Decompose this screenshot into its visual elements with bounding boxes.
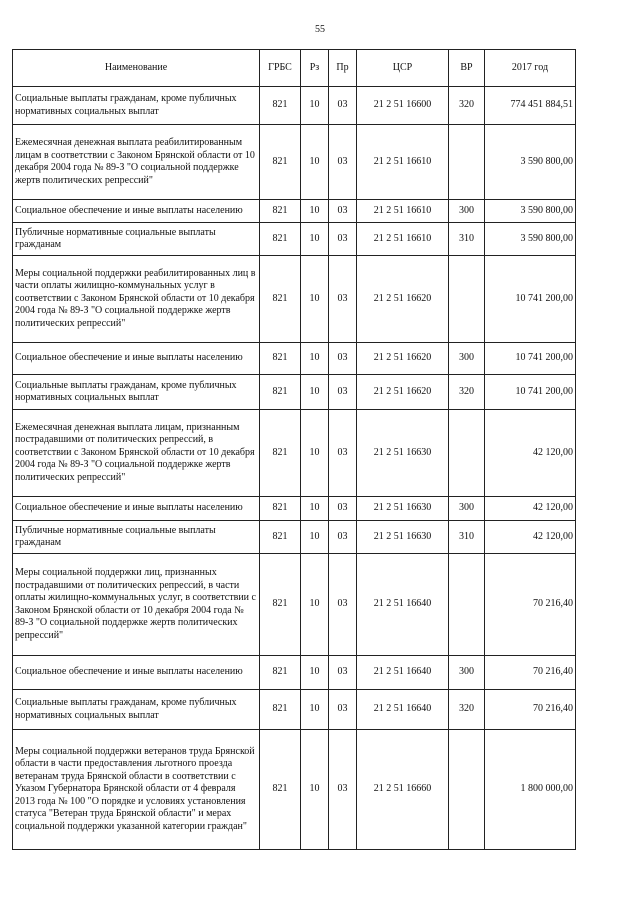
cell-csr: 21 2 51 16630 [357,410,449,497]
table-row [13,223,576,256]
cell-vr: 320 [449,87,485,125]
cell-name: Социальное обеспечение и иные выплаты населению [13,656,260,690]
table-row [13,200,576,223]
header-year: 2017 год [485,50,576,87]
cell-rz: 10 [301,223,329,256]
cell-vr [449,256,485,343]
budget-table [12,49,576,850]
cell-rz: 10 [301,554,329,656]
page-number: 55 [315,24,325,35]
cell-csr: 21 2 51 16620 [357,375,449,410]
cell-amount: 42 120,00 [485,497,576,521]
cell-rz: 10 [301,125,329,200]
cell-name: Социальные выплаты гражданам, кроме публичных нормативных социальных выплат [13,375,260,410]
cell-vr: 310 [449,223,485,256]
cell-rz: 10 [301,256,329,343]
cell-csr: 21 2 51 16620 [357,256,449,343]
cell-vr: 320 [449,690,485,730]
cell-grbs: 821 [260,125,301,200]
cell-name: Социальные выплаты гражданам, кроме публичных нормативных социальных выплат [13,690,260,730]
cell-csr: 21 2 51 16640 [357,554,449,656]
cell-grbs: 821 [260,87,301,125]
cell-amount: 1 800 000,00 [485,730,576,850]
cell-name: Социальное обеспечение и иные выплаты населению [13,200,260,223]
cell-amount: 3 590 800,00 [485,125,576,200]
cell-amount: 70 216,40 [485,656,576,690]
cell-name: Публичные нормативные социальные выплаты гражданам [13,223,260,256]
cell-name: Меры социальной поддержки лиц, признанных пострадавшими от политических репрессий, в части оплаты жилищно-коммунальных услуг, в соответствии с Законом Брянской области от 10 декабря 2004 года № 89-З "О социальной поддержке жертв политических репрессий" [13,554,260,656]
cell-grbs: 821 [260,223,301,256]
cell-vr [449,730,485,850]
cell-name: Ежемесячная денежная выплата реабилитированным лицам в соответствии с Законом Брянской области от 10 декабря 2004 года № 89-З "О социальной поддержке жертв политических репрессий" [13,125,260,200]
cell-grbs: 821 [260,256,301,343]
header-pr: Пр [329,50,357,87]
cell-grbs: 821 [260,375,301,410]
cell-pr: 03 [329,200,357,223]
cell-name: Социальное обеспечение и иные выплаты населению [13,497,260,521]
cell-rz: 10 [301,343,329,375]
cell-pr: 03 [329,375,357,410]
table-row [13,87,576,125]
header-vr: ВР [449,50,485,87]
header-name: Наименование [13,50,260,87]
table-header-row [13,50,576,87]
cell-csr: 21 2 51 16640 [357,656,449,690]
cell-vr [449,554,485,656]
cell-name: Публичные нормативные социальные выплаты гражданам [13,521,260,554]
cell-rz: 10 [301,690,329,730]
table-row [13,125,576,200]
table-row [13,690,576,730]
cell-grbs: 821 [260,554,301,656]
cell-amount: 10 741 200,00 [485,343,576,375]
cell-csr: 21 2 51 16610 [357,125,449,200]
cell-pr: 03 [329,125,357,200]
table-row [13,656,576,690]
cell-vr: 300 [449,343,485,375]
cell-csr: 21 2 51 16630 [357,521,449,554]
cell-pr: 03 [329,87,357,125]
cell-csr: 21 2 51 16610 [357,223,449,256]
table-row [13,497,576,521]
cell-amount: 42 120,00 [485,521,576,554]
cell-amount: 70 216,40 [485,554,576,656]
cell-pr: 03 [329,410,357,497]
cell-pr: 03 [329,656,357,690]
cell-name: Меры социальной поддержки ветеранов труда Брянской области в части предоставления льготного проезда ветеранам труда Брянской области в соответствии с Указом Губернатора Брянской области от 4 февраля 2013 года № 100 "О порядке и условиях установления статуса "Ветеран труда Брянской области" и мерах социальной поддержки указанной категории граждан" [13,730,260,850]
cell-csr: 21 2 51 16610 [357,200,449,223]
cell-amount: 3 590 800,00 [485,223,576,256]
cell-vr [449,125,485,200]
cell-pr: 03 [329,554,357,656]
cell-rz: 10 [301,410,329,497]
cell-pr: 03 [329,497,357,521]
table-row [13,521,576,554]
cell-pr: 03 [329,690,357,730]
cell-amount: 774 451 884,51 [485,87,576,125]
cell-vr: 320 [449,375,485,410]
cell-csr: 21 2 51 16660 [357,730,449,850]
cell-amount: 10 741 200,00 [485,256,576,343]
cell-pr: 03 [329,521,357,554]
table-row [13,375,576,410]
cell-pr: 03 [329,343,357,375]
cell-name: Ежемесячная денежная выплата лицам, признанным пострадавшими от политических репрессий, в соответствии с Законом Брянской области от 10 декабря 2004 года № 89-З "О социальной поддержке жертв политических репрессий" [13,410,260,497]
cell-csr: 21 2 51 16640 [357,690,449,730]
cell-vr: 310 [449,521,485,554]
cell-grbs: 821 [260,200,301,223]
cell-amount: 70 216,40 [485,690,576,730]
cell-grbs: 821 [260,521,301,554]
table-row [13,410,576,497]
table-row [13,343,576,375]
cell-csr: 21 2 51 16620 [357,343,449,375]
cell-grbs: 821 [260,497,301,521]
cell-name: Социальное обеспечение и иные выплаты населению [13,343,260,375]
table-row [13,554,576,656]
header-csr: ЦСР [357,50,449,87]
cell-csr: 21 2 51 16630 [357,497,449,521]
cell-rz: 10 [301,497,329,521]
cell-name: Социальные выплаты гражданам, кроме публичных нормативных социальных выплат [13,87,260,125]
cell-vr: 300 [449,656,485,690]
table-row [13,256,576,343]
cell-grbs: 821 [260,690,301,730]
cell-vr: 300 [449,200,485,223]
cell-vr: 300 [449,497,485,521]
cell-rz: 10 [301,200,329,223]
cell-amount: 42 120,00 [485,410,576,497]
cell-pr: 03 [329,730,357,850]
cell-grbs: 821 [260,656,301,690]
cell-pr: 03 [329,223,357,256]
cell-grbs: 821 [260,730,301,850]
cell-amount: 10 741 200,00 [485,375,576,410]
cell-rz: 10 [301,87,329,125]
header-rz: Рз [301,50,329,87]
header-grbs: ГРБС [260,50,301,87]
cell-rz: 10 [301,656,329,690]
cell-rz: 10 [301,375,329,410]
cell-amount: 3 590 800,00 [485,200,576,223]
cell-csr: 21 2 51 16600 [357,87,449,125]
cell-rz: 10 [301,521,329,554]
cell-grbs: 821 [260,343,301,375]
cell-pr: 03 [329,256,357,343]
cell-name: Меры социальной поддержки реабилитированных лиц в части оплаты жилищно-коммунальных услуг в соответствии с Законом Брянской области от 10 декабря 2004 года № 89-З "О социальной поддержке жертв политических репрессий" [13,256,260,343]
cell-grbs: 821 [260,410,301,497]
table-row [13,730,576,850]
cell-vr [449,410,485,497]
cell-rz: 10 [301,730,329,850]
